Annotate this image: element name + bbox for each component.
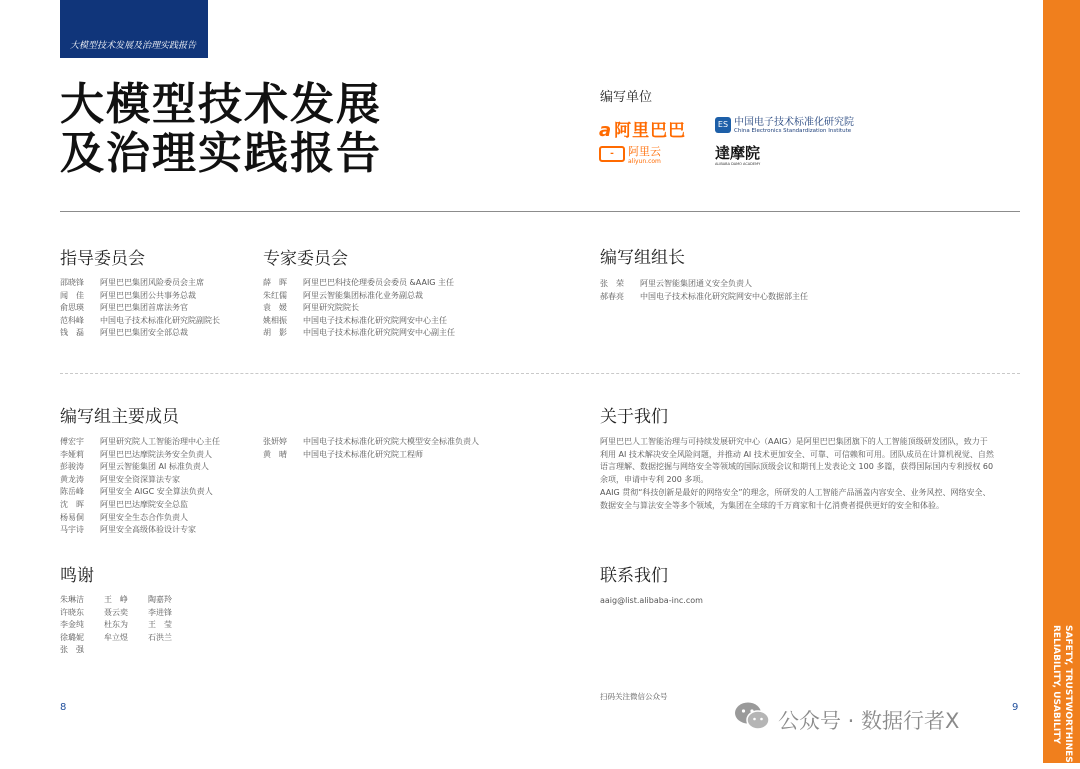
side-slogan-line2: RELIABILITY, USABILITY bbox=[1051, 625, 1061, 744]
member-role: 阿里巴巴达摩院法务安全负责人 bbox=[100, 449, 212, 459]
guidance-title: 指导委员会 bbox=[60, 249, 145, 269]
page-title-line2: 及治理实践报告 bbox=[60, 128, 382, 179]
member-role: 中国电子技术标准化研究院大模型安全标准负责人 bbox=[303, 437, 479, 446]
member-name: 朱红儒 bbox=[263, 290, 287, 300]
list-item bbox=[60, 315, 220, 328]
member-name: 袁 媛 bbox=[263, 303, 287, 313]
member-name: 薛 晖 bbox=[263, 278, 287, 287]
member-name: 邵晓锋 bbox=[60, 278, 84, 287]
thanks-name: 李进锋 bbox=[148, 607, 172, 617]
thanks-name: 牟立煜 bbox=[104, 632, 128, 642]
member-name: 陈岳峰 bbox=[60, 487, 84, 497]
member-name: 沈 晖 bbox=[60, 499, 84, 509]
list-item bbox=[60, 632, 192, 645]
member-role: 阿里安全资深算法专家 bbox=[100, 474, 180, 484]
member-role: 阿里巴巴科技伦理委员会委员 &AAIG 主任 bbox=[303, 278, 455, 287]
aliyun-logo-mark: - bbox=[599, 146, 625, 162]
member-role: 阿里巴巴集团安全部总裁 bbox=[100, 328, 188, 338]
page-number-right: 9 bbox=[1012, 702, 1019, 713]
page-title-line1: 大模型技术发展 bbox=[60, 79, 382, 130]
member-name: 张妍婷 bbox=[263, 437, 287, 446]
list-item bbox=[263, 277, 455, 290]
leaders-list bbox=[600, 278, 808, 303]
member-name: 姚相振 bbox=[263, 315, 287, 325]
alibaba-logo bbox=[599, 116, 686, 141]
cesi-logo-mark: ES bbox=[715, 117, 731, 133]
list-item bbox=[60, 644, 192, 657]
header-tab-label: 大模型技术发展及治理实践报告 bbox=[70, 41, 197, 51]
list-item bbox=[263, 327, 455, 340]
thanks-name: 聂云奕 bbox=[104, 607, 128, 617]
alibaba-logo-mark: a bbox=[599, 120, 612, 141]
member-name: 傅宏宇 bbox=[60, 437, 84, 446]
list-item bbox=[60, 327, 220, 340]
experts-title: 专家委员会 bbox=[263, 249, 348, 269]
thanks-name: 李金纯 bbox=[60, 620, 84, 630]
member-name: 黄 晴 bbox=[263, 449, 287, 459]
member-role: 中国电子技术标准化研究院工程师 bbox=[303, 449, 423, 459]
writers-list-col1 bbox=[60, 436, 220, 537]
wechat-icon bbox=[733, 700, 771, 732]
member-role: 中国电子技术标准化研究院副院长 bbox=[100, 315, 220, 325]
list-item bbox=[60, 499, 220, 512]
member-role: 阿里巴巴集团公共事务总裁 bbox=[100, 290, 196, 300]
thanks-name: 王 峥 bbox=[104, 595, 128, 604]
thanks-name: 石洪兰 bbox=[148, 632, 172, 642]
member-role: 阿里云智能集团 AI 标准负责人 bbox=[100, 462, 209, 472]
leaders-title: 编写组组长 bbox=[600, 248, 685, 268]
alibaba-logo-text: 阿里巴巴 bbox=[614, 121, 687, 141]
list-item bbox=[60, 302, 220, 315]
member-name: 黄龙涛 bbox=[60, 474, 84, 484]
aliyun-logo-subtext: aliyun.com bbox=[628, 158, 661, 165]
list-item bbox=[60, 607, 192, 620]
page-title bbox=[60, 80, 382, 178]
aliyun-logo-text: 阿里云 bbox=[628, 145, 661, 158]
side-slogan-line1: SAFETY, TRUSTWORTHINESS bbox=[1063, 625, 1073, 769]
member-name: 闻 佳 bbox=[60, 290, 84, 300]
thanks-name: 杜东为 bbox=[104, 620, 128, 630]
member-role: 阿里巴巴集团首席法务官 bbox=[100, 303, 188, 313]
about-paragraph-1: 阿里巴巴人工智能治理与可持续发展研究中心（AAIG）是阿里巴巴集团旗下的人工智能顶级研发团队，致力于利用 AI 技术解决安全风险问题，并推动 AI 技术更加安全、可靠、可信赖和可用。团队成员在计算机视觉、自然语言理解、数据挖掘与网络安全等领域的国际顶级会议和期刊上发表论文 100 多篇，获得国际国内专利授权 60 余项，申请中专利 200 多项。 bbox=[600, 437, 994, 484]
member-name: 彭骏涛 bbox=[60, 462, 84, 472]
qr-caption: 扫码关注微信公众号 bbox=[600, 692, 668, 701]
contact-title: 联系我们 bbox=[600, 566, 668, 586]
list-item bbox=[60, 449, 220, 462]
list-item bbox=[60, 524, 220, 537]
thanks-name: 许晓东 bbox=[60, 607, 84, 617]
thanks-name: 王 莹 bbox=[148, 620, 172, 630]
section-divider bbox=[60, 211, 1020, 212]
units-label: 编写单位 bbox=[600, 90, 653, 105]
member-name: 杨易侗 bbox=[60, 512, 84, 522]
list-item bbox=[60, 512, 220, 525]
damo-logo-text: 達摩院 bbox=[715, 144, 761, 162]
thanks-list bbox=[60, 594, 192, 657]
list-item bbox=[60, 290, 220, 303]
cesi-logo-text: 中国电子技术标准化研究院 bbox=[734, 117, 854, 128]
page-number-left: 8 bbox=[60, 702, 67, 713]
thanks-name: 张 强 bbox=[60, 645, 84, 655]
member-role: 阿里云智能集团通义安全负责人 bbox=[640, 279, 752, 288]
contact-email[interactable]: aaig@list.alibaba-inc.com bbox=[600, 596, 703, 605]
member-name: 马宇诗 bbox=[60, 525, 84, 535]
thanks-name: 朱琳洁 bbox=[60, 595, 84, 604]
list-item bbox=[263, 436, 479, 449]
list-item bbox=[60, 594, 192, 607]
side-bar bbox=[1043, 0, 1080, 769]
member-name: 张 荣 bbox=[600, 279, 624, 288]
list-item bbox=[60, 486, 220, 499]
list-item bbox=[263, 290, 455, 303]
thanks-name: 徐璐妮 bbox=[60, 632, 84, 642]
member-name: 郝春亮 bbox=[600, 291, 624, 301]
guidance-list bbox=[60, 277, 220, 340]
member-name: 俞思瑛 bbox=[60, 303, 84, 313]
list-item bbox=[263, 315, 455, 328]
member-name: 李娅莉 bbox=[60, 449, 84, 459]
list-item bbox=[60, 277, 220, 290]
list-item bbox=[60, 619, 192, 632]
member-role: 阿里研究院人工智能治理中心主任 bbox=[100, 437, 220, 446]
member-role: 中国电子技术标准化研究院网安中心副主任 bbox=[303, 328, 455, 338]
member-role: 阿里云智能集团标准化业务副总裁 bbox=[303, 290, 423, 300]
member-role: 阿里安全高级体验设计专家 bbox=[100, 525, 196, 535]
watermark-text: 公众号 · 数据行者X bbox=[778, 709, 960, 733]
experts-list bbox=[263, 277, 455, 340]
list-item bbox=[600, 278, 808, 291]
list-item bbox=[60, 474, 220, 487]
writers-title: 编写组主要成员 bbox=[60, 407, 179, 427]
aliyun-logo bbox=[599, 146, 661, 165]
member-role: 中国电子技术标准化研究院网安中心主任 bbox=[303, 315, 447, 325]
writers-list-col2 bbox=[263, 436, 479, 461]
member-name: 胡 影 bbox=[263, 328, 287, 338]
cesi-logo bbox=[715, 117, 854, 136]
list-item bbox=[263, 449, 479, 462]
about-paragraph-2: AAIG 贯彻“科技创新是最好的网络安全”的理念，所研发的人工智能产品涵盖内容安全、业务风控、网络安全、数据安全与算法安全等多个领域，为集团在全球的千万商家和十亿消费者提供更好的安全和体验。 bbox=[600, 488, 991, 510]
list-item bbox=[60, 461, 220, 474]
header-tab bbox=[60, 0, 208, 58]
member-role: 中国电子技术标准化研究院网安中心数据部主任 bbox=[640, 291, 808, 301]
list-item bbox=[60, 436, 220, 449]
damo-logo bbox=[715, 145, 760, 167]
dashed-divider bbox=[60, 373, 1020, 374]
member-role: 阿里研究院院长 bbox=[303, 303, 359, 313]
about-title: 关于我们 bbox=[600, 407, 668, 427]
member-role: 阿里巴巴集团风险委员会主席 bbox=[100, 278, 204, 287]
damo-logo-subtext: ALIBABA DAMO ACADEMY bbox=[715, 162, 761, 166]
member-name: 钱 磊 bbox=[60, 328, 84, 338]
member-role: 阿里安全生态合作负责人 bbox=[100, 512, 188, 522]
thanks-name bbox=[148, 644, 192, 657]
thanks-title: 鸣谢 bbox=[60, 566, 94, 586]
member-role: 阿里巴巴达摩院安全总监 bbox=[100, 499, 188, 509]
thanks-name bbox=[104, 644, 148, 657]
cesi-logo-subtext: China Electronics Standardization Institute bbox=[734, 128, 852, 134]
list-item bbox=[600, 291, 808, 304]
side-slogan bbox=[1045, 625, 1079, 769]
member-role: 阿里安全 AIGC 安全算法负责人 bbox=[100, 487, 213, 497]
list-item bbox=[263, 302, 455, 315]
member-name: 范科峰 bbox=[60, 315, 84, 325]
thanks-name: 陶嘉羚 bbox=[148, 595, 172, 604]
